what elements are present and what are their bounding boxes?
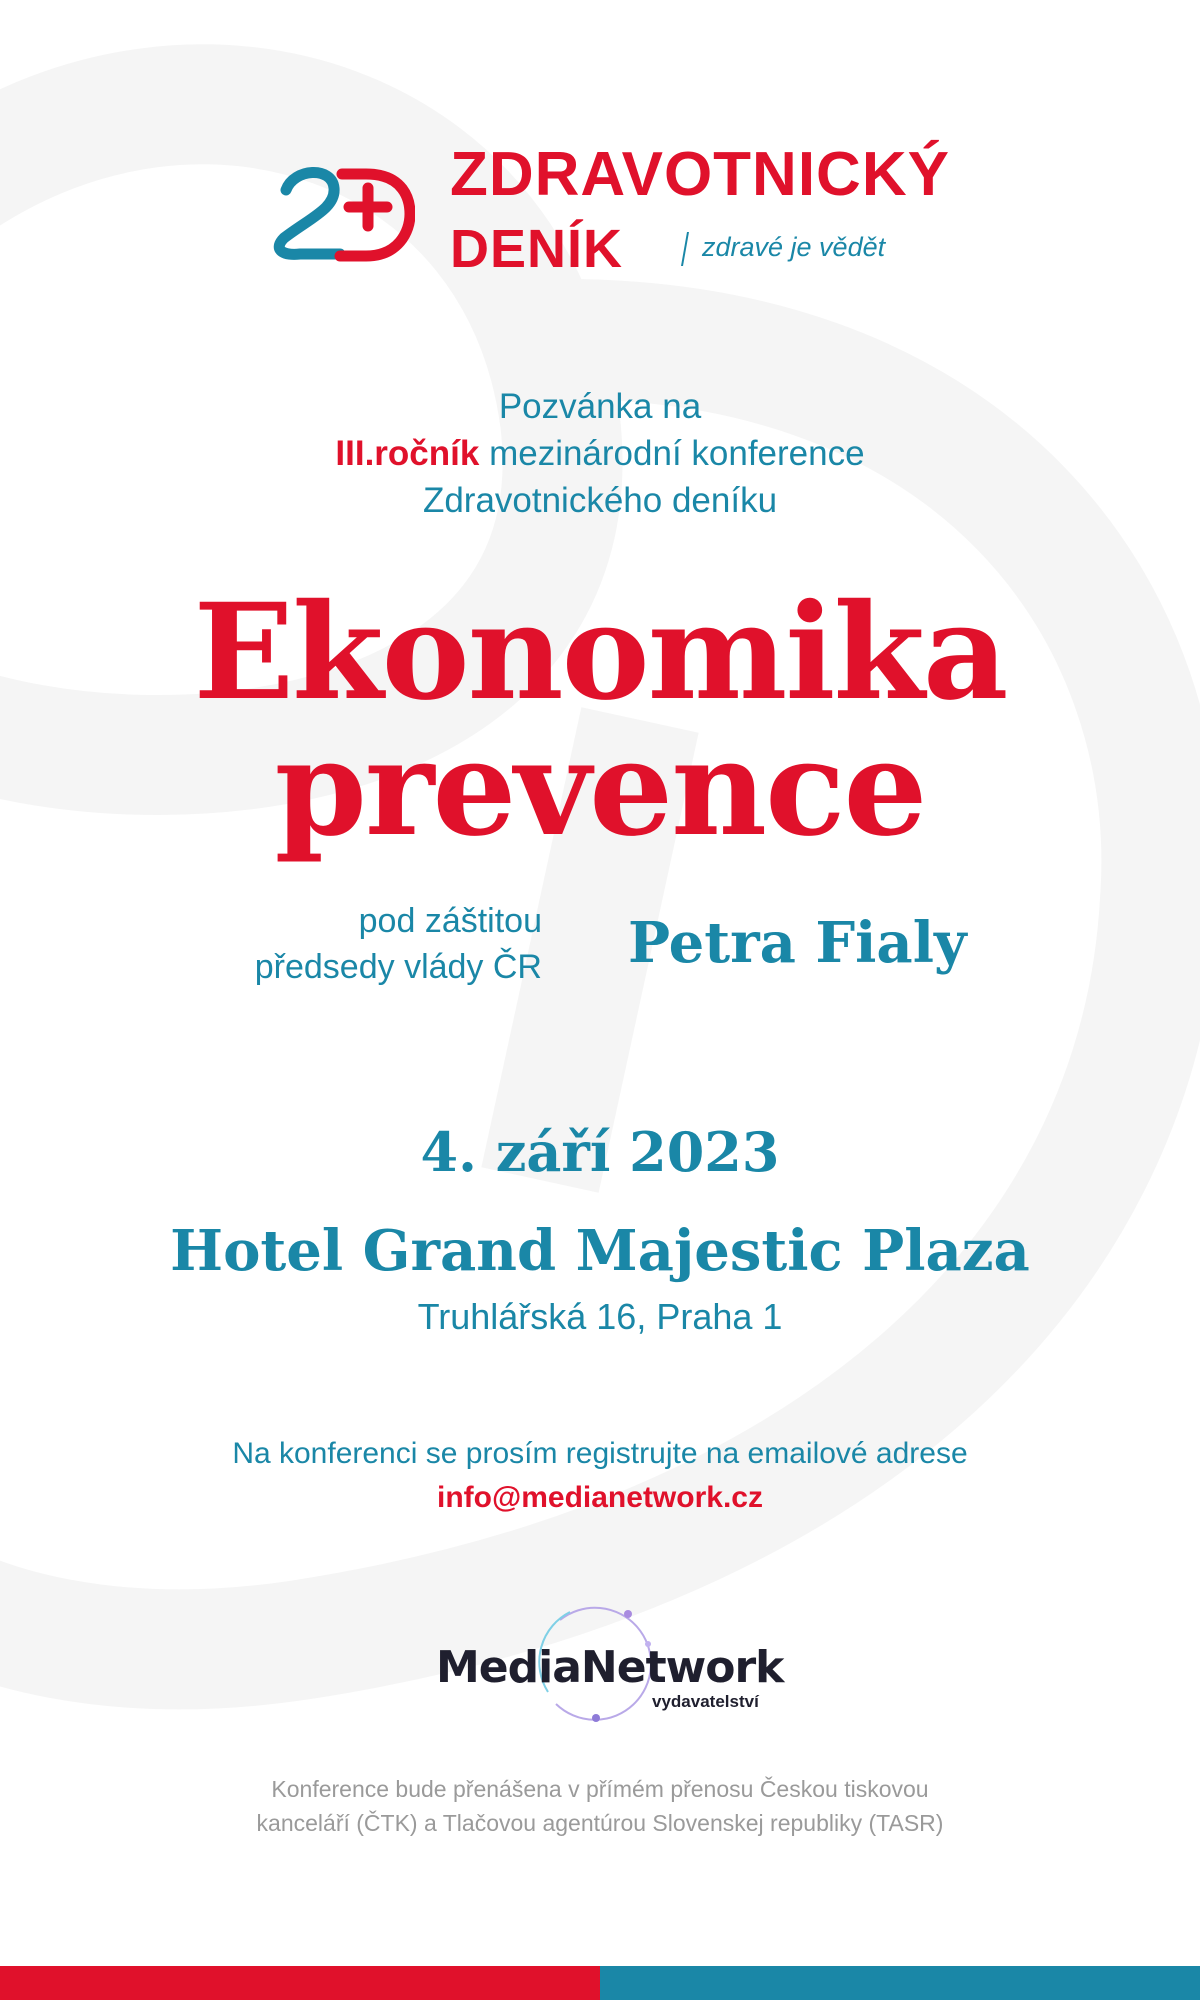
broadcast-note-line2: kanceláří (ČTK) a Tlačovou agentúrou Slovenskej republiky (TASR) (256, 1810, 944, 1836)
invitation-intro (0, 383, 1200, 524)
bottom-bar-teal (600, 1966, 1200, 2000)
edition-label: III.ročník (335, 434, 480, 473)
registration-info (0, 1432, 1200, 1520)
event-address: Truhlářská 16, Praha 1 (417, 1296, 783, 1337)
patron-name: Petra Fialy (628, 910, 967, 976)
broadcast-note (0, 1772, 1200, 1840)
medianetwork-wordmark: MediaNetwork (436, 1642, 784, 1693)
logo-separator (681, 232, 689, 266)
medianetwork-logo (430, 1600, 784, 1730)
bottom-color-bar (0, 1966, 1200, 2000)
invitation-line2-rest: mezinárodní konference (479, 434, 865, 473)
patronage-line2: předsedy vlády ČR (254, 948, 542, 986)
medianetwork-subtitle: vydavatelství (652, 1692, 759, 1711)
invitation-line3: Zdravotnického deníku (422, 481, 778, 520)
logo-tagline: zdravé je vědět (702, 232, 886, 262)
registration-text: Na konferenci se prosím registrujte na emailové adrese (232, 1437, 968, 1470)
title-line2: prevence (274, 711, 926, 866)
patronage-line1: pod záštitou (358, 902, 542, 940)
invitation-line2 (0, 430, 1200, 477)
zd-logo-mark-icon (270, 160, 415, 265)
registration-email-link[interactable]: info@medianetwork.cz (437, 1481, 763, 1514)
invitation-line1: Pozvánka na (498, 387, 702, 426)
zdravotnicky-denik-logo (270, 140, 950, 290)
broadcast-note-line1: Konference bude přenášena v přímém přenosu Českou tiskovou (271, 1776, 929, 1802)
logo-line2: DENÍK (450, 219, 624, 279)
title-line1: Ekonomika (193, 575, 1007, 730)
bottom-bar-red (0, 1966, 600, 2000)
logo-line1: ZDRAVOTNICKÝ (450, 140, 950, 209)
conference-title (0, 575, 1200, 866)
patronage-label (255, 898, 542, 990)
event-date: 4. září 2023 (420, 1120, 780, 1184)
event-venue: Hotel Grand Majestic Plaza (170, 1218, 1030, 1284)
